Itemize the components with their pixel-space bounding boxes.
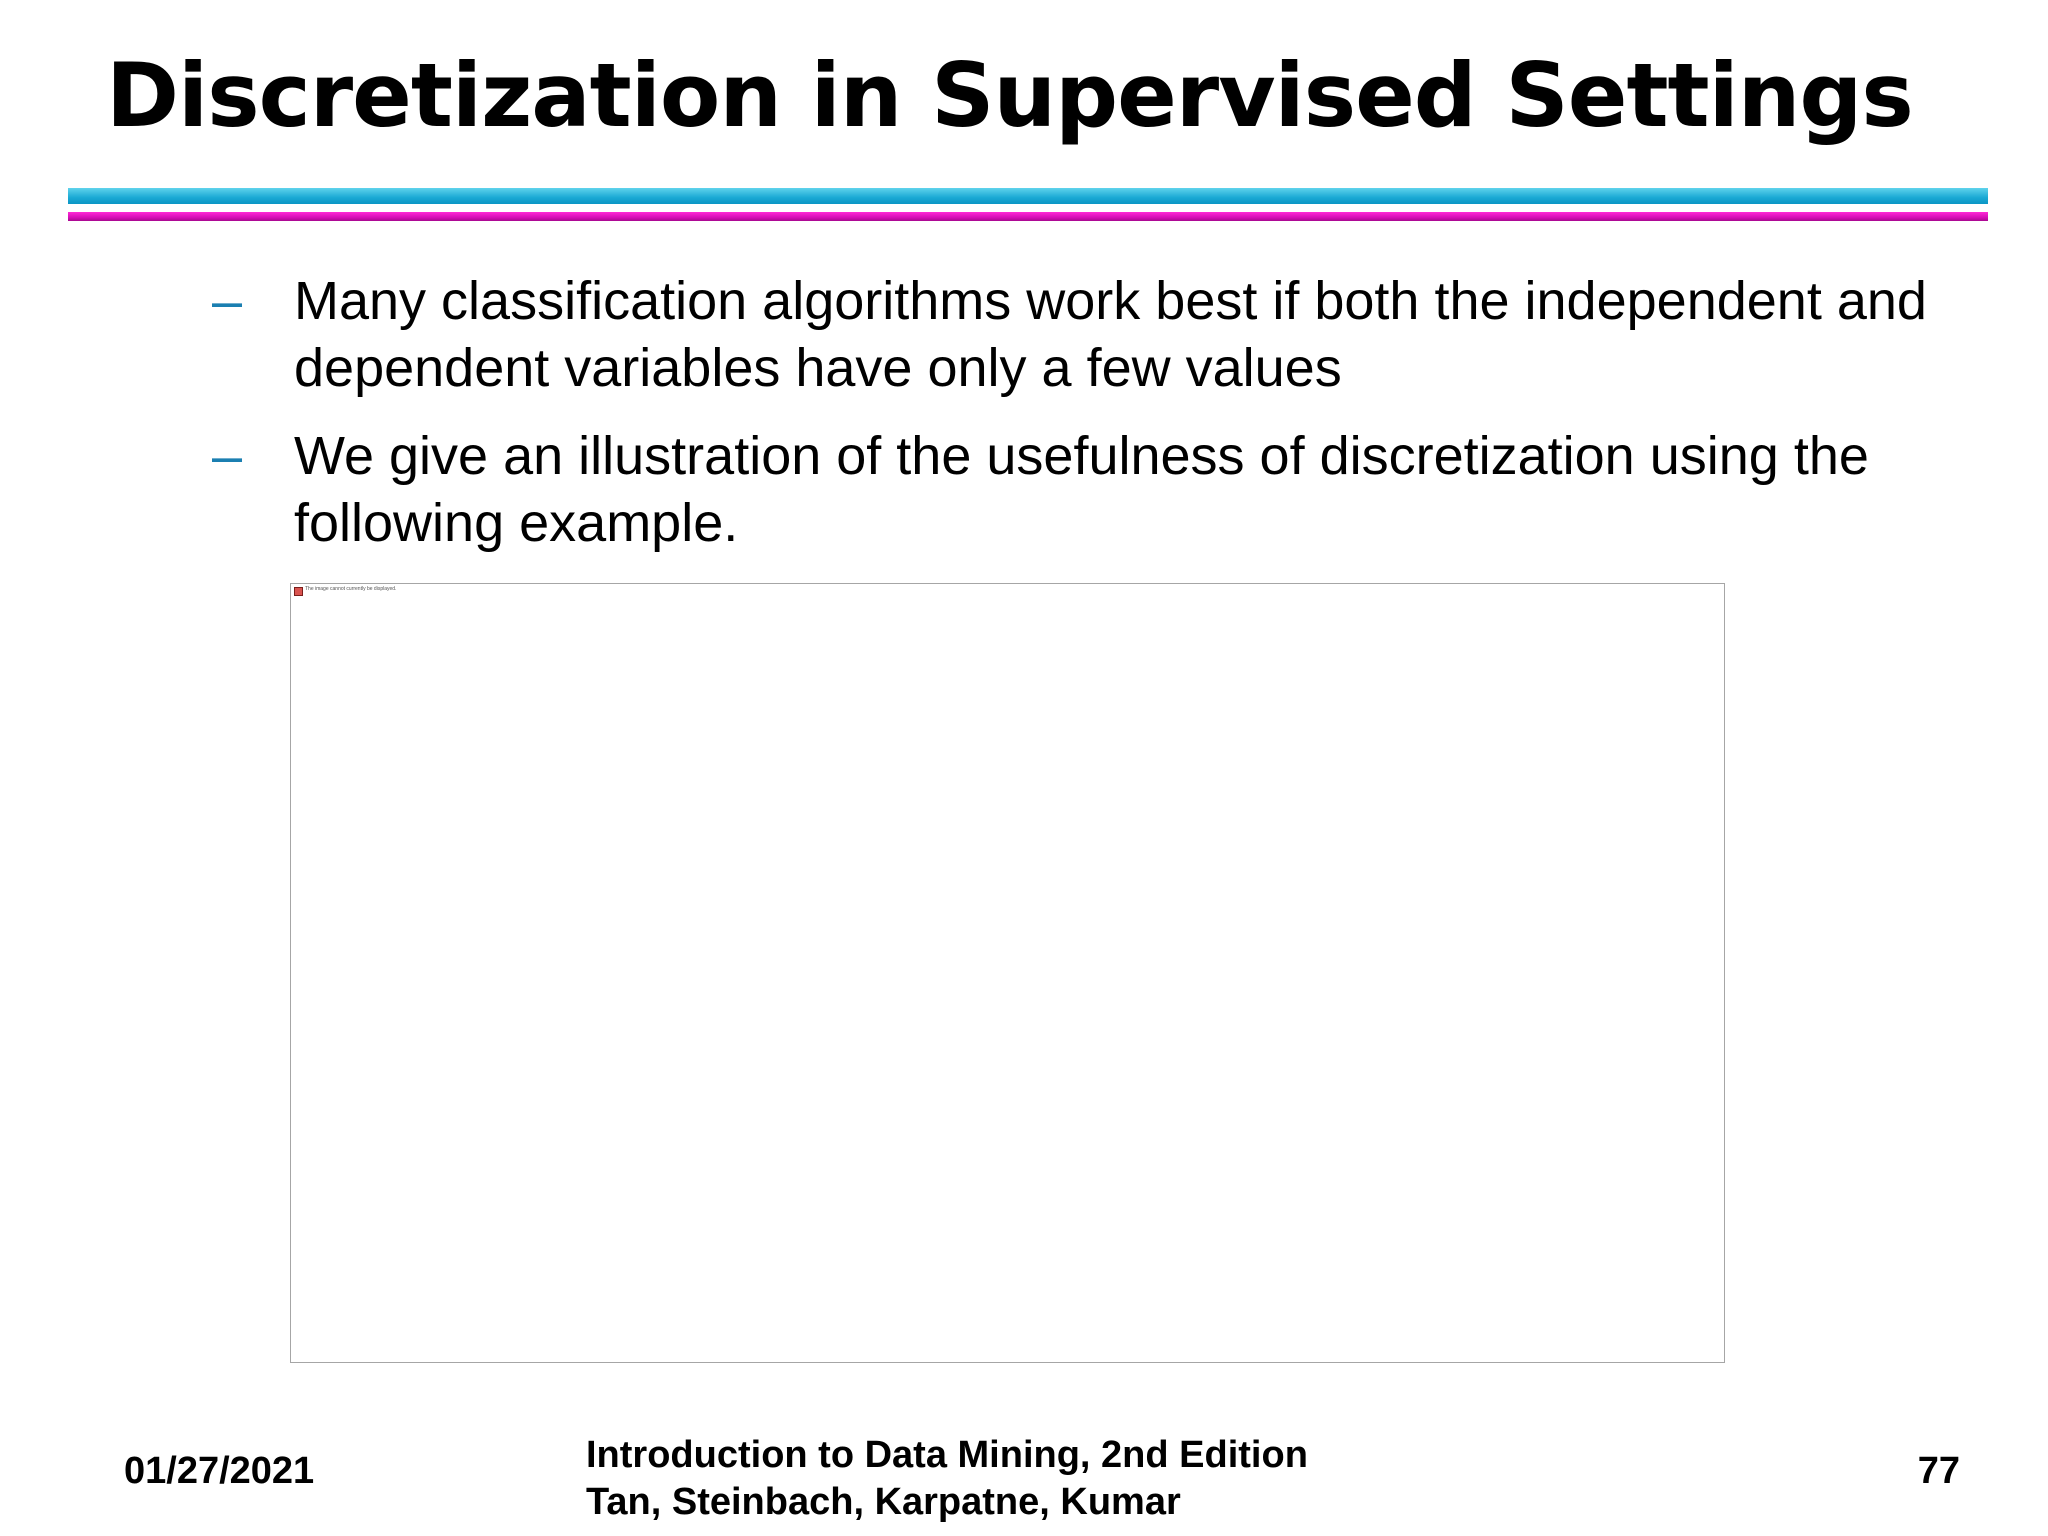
footer-date: 01/27/2021 <box>124 1450 315 1492</box>
bullet-text: Many classification algorithms work best if both the independent and dependent variables have only a few values <box>294 271 1927 398</box>
footer-source <box>586 1432 1308 1526</box>
bullet-text: We give an illustration of the usefulness of discretization using the following example. <box>294 426 1869 553</box>
broken-image-placeholder <box>290 583 1725 1363</box>
bullet-item <box>212 268 1972 402</box>
footer-book-title: Introduction to Data Mining, 2nd Edition <box>586 1434 1308 1476</box>
broken-image-icon <box>294 587 303 596</box>
broken-image-message: The image cannot currently be displayed. <box>305 586 397 592</box>
slide-title: Discretization in Supervised Settings <box>106 44 1913 147</box>
title-rule-magenta <box>68 212 1988 221</box>
footer-authors: Tan, Steinbach, Karpatne, Kumar <box>586 1481 1181 1523</box>
bullet-dash-marker: – <box>212 271 243 331</box>
bullet-dash-marker: – <box>212 426 243 486</box>
bullet-item <box>212 423 1972 557</box>
bullet-list <box>212 268 1972 578</box>
footer-page-number: 77 <box>1917 1450 1960 1492</box>
title-rule-cyan <box>68 188 1988 204</box>
